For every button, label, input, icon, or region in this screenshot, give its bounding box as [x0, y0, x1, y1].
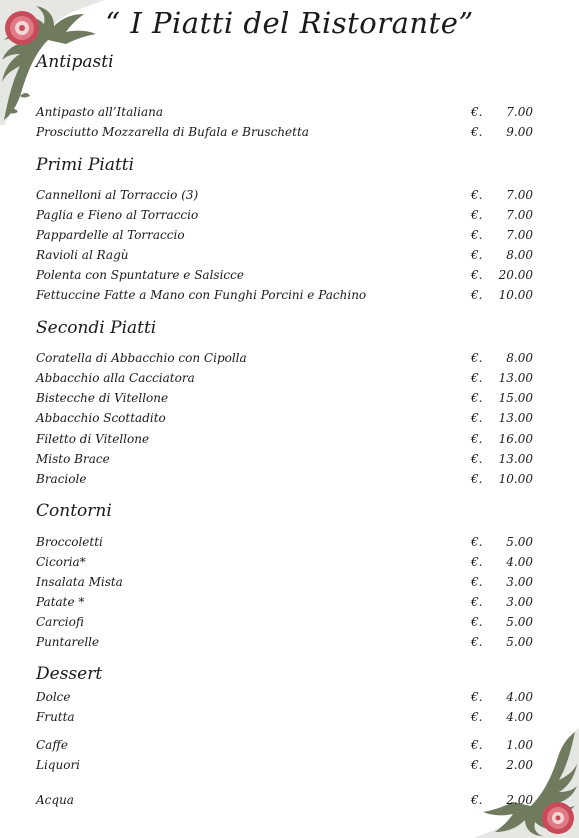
- menu-item: [0, 575, 579, 593]
- item-name: Ravioli al Ragù: [36, 248, 129, 262]
- item-currency: €.: [471, 188, 483, 202]
- item-price: 4.00: [506, 690, 533, 704]
- item-price: 2.00: [506, 758, 533, 772]
- item-price: 1.00: [506, 738, 533, 752]
- item-currency: €.: [471, 268, 483, 282]
- item-currency: €.: [471, 208, 483, 222]
- menu-item: [0, 555, 579, 573]
- item-currency: €.: [471, 432, 483, 446]
- menu-item: [0, 411, 579, 429]
- menu-item: [0, 690, 579, 708]
- item-currency: €.: [471, 452, 483, 466]
- item-name: Abbacchio alla Cacciatora: [36, 371, 195, 385]
- menu-item: [0, 248, 579, 266]
- item-currency: €.: [471, 690, 483, 704]
- item-price: 5.00: [506, 615, 533, 629]
- item-name: Misto Brace: [36, 452, 110, 466]
- menu-item: [0, 125, 579, 143]
- item-currency: €.: [471, 595, 483, 609]
- item-currency: €.: [471, 125, 483, 139]
- item-currency: €.: [471, 248, 483, 262]
- section-title-primi: Primi Piatti: [36, 155, 135, 175]
- menu-item: [0, 288, 579, 306]
- item-name: Insalata Mista: [36, 575, 123, 589]
- item-price: 16.00: [498, 432, 533, 446]
- menu-title: “ I Piatti del Ristorante”: [105, 6, 474, 40]
- item-price: 7.00: [506, 228, 533, 242]
- item-name: Caffe: [36, 738, 68, 752]
- item-name: Polenta con Spuntature e Salsicce: [36, 268, 244, 282]
- item-name: Puntarelle: [36, 635, 100, 649]
- item-name: Carciofi: [36, 615, 84, 629]
- section-title-antipasti: Antipasti: [36, 52, 114, 72]
- item-price: 13.00: [498, 411, 533, 425]
- item-currency: €.: [471, 710, 483, 724]
- item-name: Prosciutto Mozzarella di Bufala e Bruschetta: [36, 125, 309, 139]
- item-price: 5.00: [506, 635, 533, 649]
- item-price: 5.00: [506, 535, 533, 549]
- item-name: Bistecche di Vitellone: [36, 391, 169, 405]
- menu-item: [0, 188, 579, 206]
- item-price: 9.00: [506, 125, 533, 139]
- menu-item: [0, 595, 579, 613]
- item-price: 4.00: [506, 555, 533, 569]
- menu-item: [0, 452, 579, 470]
- menu-item: [0, 391, 579, 409]
- menu-item: [0, 535, 579, 553]
- menu-item: [0, 758, 579, 776]
- item-name: Cannelloni al Torraccio (3): [36, 188, 199, 202]
- item-currency: €.: [471, 371, 483, 385]
- item-currency: €.: [471, 288, 483, 302]
- item-price: 7.00: [506, 208, 533, 222]
- item-currency: €.: [471, 758, 483, 772]
- menu-item: [0, 228, 579, 246]
- item-currency: €.: [471, 738, 483, 752]
- item-price: 10.00: [498, 472, 533, 486]
- menu-item: [0, 635, 579, 653]
- item-currency: €.: [471, 105, 483, 119]
- item-name: Patate *: [36, 595, 85, 609]
- item-currency: €.: [471, 411, 483, 425]
- item-currency: €.: [471, 391, 483, 405]
- section-title-secondi: Secondi Piatti: [36, 318, 157, 338]
- item-name: Acqua: [36, 793, 74, 807]
- menu-item: [0, 268, 579, 286]
- item-name: Coratella di Abbacchio con Cipolla: [36, 351, 247, 365]
- item-currency: €.: [471, 351, 483, 365]
- section-title-dessert: Dessert: [36, 664, 103, 684]
- item-name: Pappardelle al Torraccio: [36, 228, 185, 242]
- menu-item: [0, 793, 579, 811]
- item-name: Frutta: [36, 710, 75, 724]
- item-price: 2.00: [506, 793, 533, 807]
- item-name: Broccoletti: [36, 535, 103, 549]
- item-price: 3.00: [506, 595, 533, 609]
- item-currency: €.: [471, 472, 483, 486]
- item-price: 8.00: [506, 351, 533, 365]
- item-price: 20.00: [498, 268, 533, 282]
- item-name: Antipasto all’Italiana: [36, 105, 163, 119]
- item-price: 13.00: [498, 452, 533, 466]
- item-currency: €.: [471, 793, 483, 807]
- item-name: Abbacchio Scottadito: [36, 411, 166, 425]
- item-currency: €.: [471, 615, 483, 629]
- item-currency: €.: [471, 635, 483, 649]
- menu-item: [0, 105, 579, 123]
- item-name: Paglia e Fieno al Torraccio: [36, 208, 199, 222]
- item-currency: €.: [471, 228, 483, 242]
- item-price: 7.00: [506, 188, 533, 202]
- item-currency: €.: [471, 555, 483, 569]
- menu-item: [0, 472, 579, 490]
- item-price: 10.00: [498, 288, 533, 302]
- item-price: 4.00: [506, 710, 533, 724]
- item-currency: €.: [471, 575, 483, 589]
- menu-item: [0, 710, 579, 728]
- menu-item: [0, 615, 579, 633]
- item-name: Filetto di Vitellone: [36, 432, 150, 446]
- item-price: 15.00: [498, 391, 533, 405]
- item-name: Dolce: [36, 690, 71, 704]
- item-name: Braciole: [36, 472, 87, 486]
- item-price: 13.00: [498, 371, 533, 385]
- item-name: Liquori: [36, 758, 81, 772]
- item-name: Cicoria*: [36, 555, 86, 569]
- item-currency: €.: [471, 535, 483, 549]
- section-title-contorni: Contorni: [36, 501, 112, 521]
- item-name: Fettuccine Fatte a Mano con Funghi Porcini e Pachino: [36, 288, 367, 302]
- item-price: 8.00: [506, 248, 533, 262]
- menu-item: [0, 432, 579, 450]
- item-price: 7.00: [506, 105, 533, 119]
- menu-item: [0, 351, 579, 369]
- menu-item: [0, 738, 579, 756]
- item-price: 3.00: [506, 575, 533, 589]
- menu-item: [0, 208, 579, 226]
- menu-item: [0, 371, 579, 389]
